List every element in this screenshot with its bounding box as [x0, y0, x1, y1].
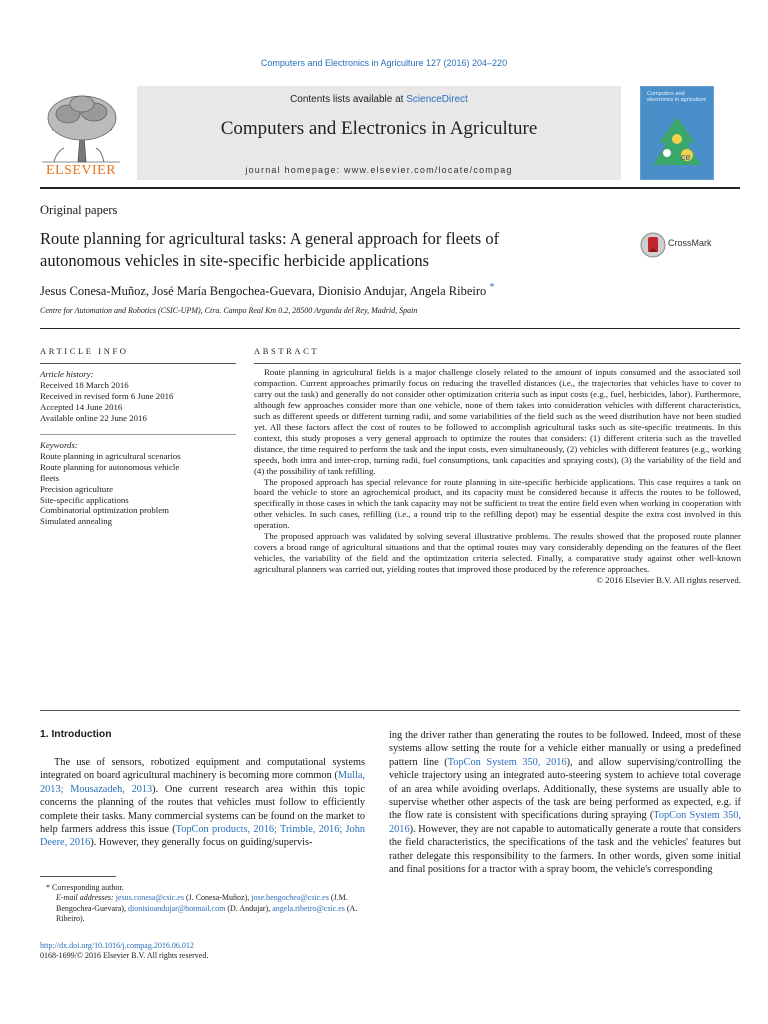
intro-text: The use of sensors, robotized equipment and computational systems integrated on board agricultural machinery is becoming more common (: [40, 757, 365, 782]
author-list: Jesus Conesa-Muñoz, José María Bengochea-Guevara, Dionisio Andujar, Angela Ribeiro: [40, 284, 487, 299]
paper-title-line-2: autonomous vehicles in site-specific herbicide applications: [40, 251, 430, 270]
keyword-item: fleets: [40, 472, 60, 483]
history-online: Available online 22 June 2016: [40, 412, 147, 423]
abstract-body: [254, 367, 741, 586]
keyword-item: Simulated annealing: [40, 516, 113, 527]
intro-text: ). One current research area within this topic concerns the planning of the routes that vehicles must follow to efficiently complete their tasks. Many commercial systems can be found on the market to help farmers address this issue (: [40, 783, 365, 836]
email-label: E-mail addresses:: [56, 893, 114, 903]
crossmark-icon: [640, 231, 666, 259]
email-link[interactable]: jesus.conesa@csic.es: [115, 893, 184, 903]
header-rule: [40, 187, 740, 189]
email-link[interactable]: angela.ribeiro@csic.es: [272, 903, 345, 913]
keywords-block: [40, 440, 236, 527]
svg-text:ce: ce: [681, 152, 691, 162]
footnote: [40, 883, 365, 924]
paper-title-line-1: Route planning for agricultural tasks: A general approach for fleets of: [40, 229, 500, 248]
email-link[interactable]: dionisioandujar@hotmail.com: [127, 903, 226, 913]
keywords-rule: [40, 434, 236, 435]
abstract-paragraph-2: The proposed approach has special relevance for route planning in site-specific herbicide applications. This case requires a tank on board the vehicle to store an agrochemical product, and its capacity must be considered because it affects the routes to be followed, specifically in those cases in which the tank capacity may not be sufficient to treat the entire field even when working in cooperation with other vehicles. In such cases, refilling (i.e., a round trip to the refilling depot) may be essential despite the extra cost involved in this operation.: [254, 476, 741, 531]
abstract-paragraph-3: The proposed approach was validated by solving several illustrative problems. The results showed that the proposed route planner covers a broad range of agricultural situations and that the optimal routes may vary considerably depending on the features of the fleet vehicles, the variability of the field and the optimization criteria selected. Finally, a comparative study against other well-known agricultural planners was carried out, yielding routes that improved those produced by the reference approaches.: [254, 531, 741, 575]
citation-link[interactable]: TopCon System 350, 2016: [389, 810, 742, 835]
email-addresses: [40, 893, 365, 924]
email-link[interactable]: jose.bengochea@csic.es: [251, 893, 329, 903]
history-revised: Received in revised form 6 June 2016: [40, 390, 174, 401]
abstract-copyright: © 2016 Elsevier B.V. All rights reserved.: [596, 575, 741, 586]
footnote-mark: *: [46, 883, 50, 892]
corresponding-author-mark[interactable]: *: [489, 282, 495, 293]
introduction-heading: 1. Introduction: [40, 729, 112, 740]
keyword-item: Precision agriculture: [40, 483, 114, 494]
abstract-rule: [254, 363, 741, 364]
citation-link[interactable]: Mulla, 2013; Mousazadeh, 2013: [40, 770, 365, 795]
crossmark-badge[interactable]: [640, 231, 720, 259]
introduction-paragraph-1: [40, 756, 365, 850]
keyword-item: Route planning in agricultural scenarios: [40, 450, 181, 461]
keyword-item: Site-specific applications: [40, 494, 129, 505]
cover-illustration: [647, 113, 707, 175]
corresponding-author-note: [40, 883, 365, 893]
abstract-bottom-rule: [40, 710, 740, 711]
introduction-paragraph-continued: [389, 729, 741, 876]
citation-link[interactable]: TopCon System 350, 2016: [447, 756, 567, 768]
doi-link[interactable]: http://dx.doi.org/10.1016/j.compag.2016.06.012: [40, 941, 194, 950]
keywords-label: Keywords:: [40, 440, 78, 450]
journal-homepage[interactable]: journal homepage: www.elsevier.com/locate/compag: [245, 165, 513, 175]
introduction-right-column: [389, 729, 741, 876]
issn-copyright: 0168-1699/© 2016 Elsevier B.V. All rights reserved.: [40, 951, 209, 961]
elsevier-wordmark: ELSEVIER: [45, 163, 117, 178]
article-info-heading: ARTICLE INFO: [40, 346, 129, 356]
email-owner: (J. Conesa-Muñoz),: [183, 893, 252, 903]
email-owner: (J.M. Bengochea-Guevara),: [56, 893, 348, 913]
citation-link[interactable]: TopCon products, 2016; Trimble, 2016; John Deere, 2016: [40, 824, 366, 849]
corresponding-label: Corresponding author.: [52, 883, 124, 892]
history-label: Article history:: [40, 369, 94, 379]
journal-cover-image[interactable]: [640, 86, 714, 180]
cover-title: Computers and electronics in agriculture: [647, 91, 707, 103]
history-received: Received 18 March 2016: [40, 379, 129, 390]
journal-reference[interactable]: Computers and Electronics in Agriculture 127 (2016) 204–220: [260, 58, 508, 68]
footnote-rule: [40, 876, 116, 877]
intro-text: ). However, they are not capable to automatically generate a route that considers the field characteristics, the specifications of the task and the vehicles' features but rather delegate this responsibility to the farmers. In other words, given some initial and final positions for a tractor with a spray boom, the vehicle's corresponding: [389, 823, 741, 876]
abstract-paragraph-1: Route planning in agricultural fields is a major challenge closely related to the amount of inputs consumed and the associated soil compaction. Current approaches primarily focus on reducing the travelled distances (i.e., the trajectories that vehicles have to cover to carry out the task) and generally do not consider other optimization criteria such as input costs (e.g., fuel, herbicides, labor). Furthermore, although few approaches consider more than one vehicle, none of them takes into consideration vehicles with different characteristics, such as different speeds or different turning radii, and some variabilities of the field such as the weed distribution have not been studied yet. All these factors affect the cost of routes to be followed to accomplish agricultural tasks such as site-specific treatments. In this context, this study proposes a very general approach to optimize the routes that considers: (1) different criteria such as the travelled distance, the time required to perform the task and the input costs, even simultaneously, (2) vehicles with different features (e.g., working speeds, both intra and inter-crop, turning radii, fuel consumptions, tank capacities and spraying costs), (3) the variability of the field and (4) the possibility of tank refilling.: [254, 367, 741, 476]
contents-prefix: Contents lists available at: [290, 94, 407, 105]
intro-text: ). However, they generally focus on guiding/supervis-: [90, 837, 313, 849]
keyword-item: Combinatorial optimization problem: [40, 505, 169, 516]
email-owner: (A. Ribeiro).: [56, 903, 358, 923]
paper-title: [40, 228, 620, 272]
abstract-heading: ABSTRACT: [254, 346, 320, 356]
crossmark-label: CrossMark: [668, 238, 712, 248]
history-accepted: Accepted 14 June 2016: [40, 401, 123, 412]
email-owner: (D. Andujar),: [225, 903, 273, 913]
sciencedirect-link[interactable]: ScienceDirect: [406, 94, 468, 105]
doi-block: [40, 941, 365, 962]
introduction-left-column: [40, 756, 365, 850]
authors: [40, 282, 495, 299]
affiliation: Centre for Automation and Robotics (CSIC-UPM), Ctra. Campo Real Km 0.2, 28500 Arganda del Rey, Madrid, Spain: [40, 306, 418, 315]
article-history: [40, 369, 236, 424]
article-info-rule: [40, 363, 236, 364]
intro-text: ), and allow supervising/controlling the vehicle trajectory using an integrated auto-steering system to achieve total coverage of an area while avoiding overlaps. Additionally, these systems are usually able to supervise whether other aspects of the task are being performed as expected, e.g. if the flow rate is consistent with specifications during spraying (: [389, 756, 741, 822]
intro-text: ing the driver rather than generating the routes to be followed. Indeed, most of these systems allow setting the route for a vehicle either manually or using a predefined pattern line (: [389, 730, 741, 768]
contents-line: [137, 94, 621, 105]
keyword-item: Route planning for autonomous vehicle: [40, 461, 180, 472]
journal-title: Computers and Electronics in Agriculture: [220, 118, 538, 139]
title-rule: [40, 328, 740, 329]
section-type: Original papers: [40, 203, 118, 217]
